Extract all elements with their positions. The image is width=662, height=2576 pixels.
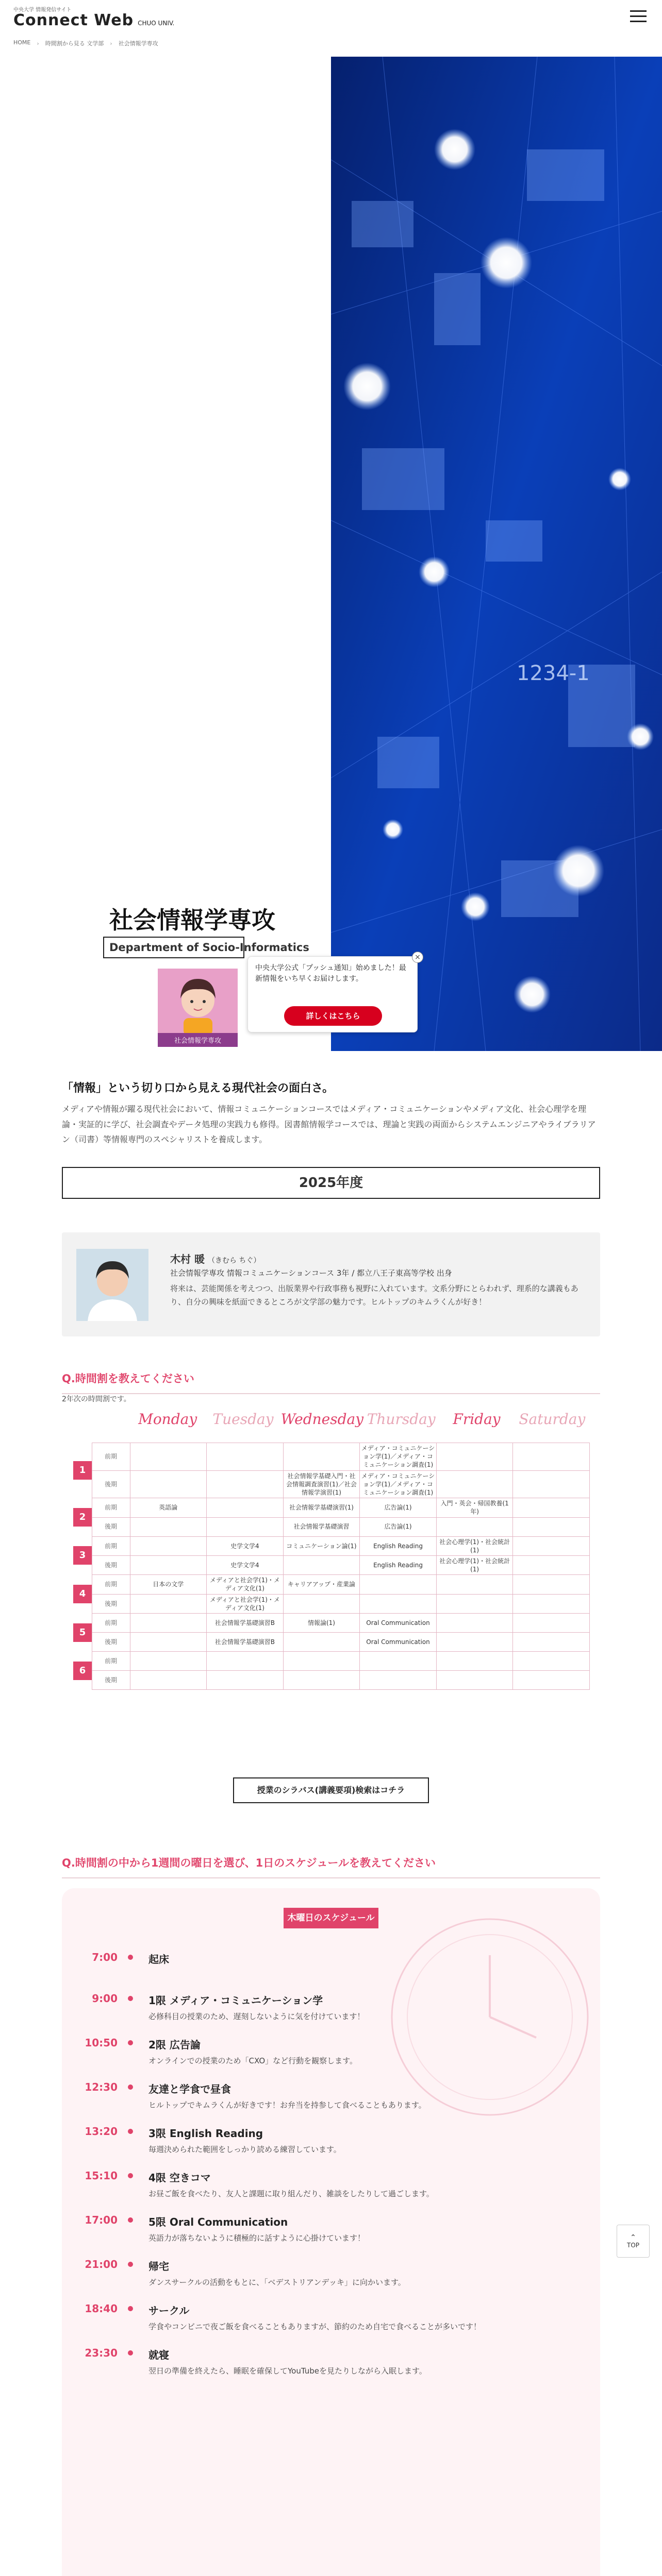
period-badge: 4 (73, 1585, 92, 1603)
timetable-cell: 社会心理学(1)・社会統計(1) (436, 1555, 513, 1574)
timetable-cell (130, 1555, 207, 1574)
schedule-title: 友達と学食で昼食 (148, 2083, 231, 2095)
schedule-time: 9:00 (92, 1992, 118, 2005)
timetable-cell (283, 1443, 360, 1471)
timetable-caption: 2年次の時間割です。 (62, 1395, 131, 1403)
question-timetable: Q.時間割を教えてください (62, 1370, 600, 1394)
timetable-cell (513, 1536, 590, 1555)
schedule-title: 木曜日のスケジュール (284, 1908, 378, 1928)
schedule-title: 2限 広告論 (148, 2039, 201, 2051)
student-course: 社会情報学専攻 情報コミュニケーションコース 3年 / 都立八王子東高等学校 出身 (170, 1268, 452, 1278)
schedule-time: 23:30 (85, 2347, 118, 2359)
schedule-description: 毎週決められた範囲をしっかり読める練習しています。 (148, 2145, 341, 2154)
timetable-cell: English Reading (360, 1555, 437, 1574)
student-profile (62, 1232, 600, 1336)
timetable-cell: 社会情報学基礎演習B (207, 1614, 284, 1633)
schedule-description: 学食やコンビニで夜ご飯を食べることもありますが、節約のため自宅で食べることが多いです！ (148, 2322, 482, 2331)
timeline-dot-icon (128, 2262, 133, 2267)
logo-university: CHUO UNIV. (138, 20, 175, 27)
schedule-time: 18:40 (85, 2302, 118, 2315)
schedule-title: 4限 空きコマ (148, 2172, 211, 2184)
timetable-cell: 広告論(1) (360, 1517, 437, 1536)
term-label: 前期 (92, 1498, 130, 1517)
schedule-description: 必修科目の授業のため、遅刻しないように気を付けています！ (148, 2012, 365, 2021)
schedule-time: 15:10 (85, 2170, 118, 2182)
timetable-cell (130, 1633, 207, 1652)
schedule-title: サークル (148, 2304, 190, 2317)
breadcrumb-item[interactable]: HOME (13, 39, 31, 46)
term-label: 後期 (92, 1594, 130, 1613)
timetable-cell: コミュニケーション論(1) (283, 1536, 360, 1555)
timetable-row (72, 1443, 590, 1471)
timetable-cell: 社会情報学基礎演習B (207, 1633, 284, 1652)
period-number (72, 1575, 92, 1614)
timetable-cell (207, 1652, 284, 1671)
timetable-cell (513, 1470, 590, 1498)
timetable-days (72, 1411, 590, 1436)
timetable-cell: 社会情報学基礎演習 (283, 1517, 360, 1536)
year-heading: 2025年度 (62, 1167, 600, 1199)
timetable-cell (436, 1652, 513, 1671)
schedule-description: ヒルトップでキムラくんが好きです！お弁当を持参して食べることもあります。 (148, 2100, 426, 2110)
timetable-cell: 社会情報学基礎入門・社会情報調査演習(1)／社会情報学演習(1) (283, 1470, 360, 1498)
timetable-cell (130, 1536, 207, 1555)
timetable-cell: Oral Communication (360, 1614, 437, 1633)
schedule-title: 起床 (148, 1953, 169, 1965)
breadcrumb (13, 39, 158, 47)
schedule-title: 3限 English Reading (148, 2127, 263, 2140)
timetable-cell (283, 1555, 360, 1574)
intro-heading: 「情報」という切り口から見える現代社会の面白さ。 (62, 1082, 334, 1095)
timetable-grid (72, 1443, 590, 1690)
timetable-row (72, 1555, 590, 1574)
timetable-cell: メディアと社会学(1)・メディア文化(1) (207, 1575, 284, 1594)
chevron-up-icon: ⌃ (630, 2233, 636, 2242)
timetable-cell: メディア・コミュニケーション学(1)／メディア・コミュニケーション調査(1) (360, 1443, 437, 1471)
term-label: 前期 (92, 1614, 130, 1633)
timetable-cell (283, 1633, 360, 1652)
schedule-description: オンラインでの授業のため「CXO」など行動を観察します。 (148, 2056, 357, 2065)
popup-message: 中央大学公式「プッシュ通知」始めました！最新情報をいち早くお届けします。 (255, 964, 406, 983)
timetable-cell (436, 1614, 513, 1633)
logo-text: Connect Web (13, 11, 134, 29)
timetable-cell: 英語論 (130, 1498, 207, 1517)
logo-subtitle: 中央大学 情報発信サイト (13, 7, 72, 13)
timeline-dot-icon (128, 2129, 133, 2134)
term-label: 前期 (92, 1536, 130, 1555)
timetable-row (72, 1470, 590, 1498)
schedule-title: 就寝 (148, 2349, 169, 2361)
timetable-cell: 広告論(1) (360, 1498, 437, 1517)
timetable-cell: キャリアアップ・産業論 (283, 1575, 360, 1594)
day-label: Thursday (367, 1411, 436, 1428)
timetable-cell (207, 1443, 284, 1471)
timetable-cell (360, 1575, 437, 1594)
day-label: Saturday (519, 1411, 586, 1428)
timetable-cell (513, 1575, 590, 1594)
mascot-label: 社会情報学専攻 (158, 1033, 238, 1047)
timetable-cell (130, 1594, 207, 1613)
timetable-cell: メディア・コミュニケーション学(1)／メディア・コミュニケーション調査(1) (360, 1470, 437, 1498)
period-number (72, 1614, 92, 1652)
timetable-cell (360, 1594, 437, 1613)
top-label: TOP (626, 2242, 639, 2249)
timetable-row (72, 1575, 590, 1594)
syllabus-search-button[interactable]: 授業のシラバス(講義要項)検索はコチラ (233, 1777, 429, 1803)
schedule-description: 英語力が落ちないように積極的に話すように心掛けています！ (148, 2233, 366, 2243)
timetable-row (72, 1498, 590, 1517)
timetable-cell: 社会心理学(1)・社会統計(1) (436, 1536, 513, 1555)
page-title: 社会情報学専攻 (109, 906, 275, 934)
timetable-cell (513, 1594, 590, 1613)
period-number (72, 1536, 92, 1575)
timetable-cell (360, 1652, 437, 1671)
site-header (0, 0, 662, 37)
timetable-cell (436, 1594, 513, 1613)
period-badge: 3 (73, 1546, 92, 1565)
period-number (72, 1652, 92, 1690)
timetable-cell: 入門・英会・帰国教養(1年) (436, 1498, 513, 1517)
timeline-dot-icon (128, 2306, 133, 2311)
timeline-dot-icon (128, 2350, 133, 2355)
timetable-cell: 史学文学4 (207, 1555, 284, 1574)
breadcrumb-item: › 社会情報学専攻 (110, 39, 158, 47)
timetable-cell (283, 1671, 360, 1690)
period-badge: 2 (73, 1508, 92, 1527)
page-title-english: Department of Socio-Informatics (103, 937, 244, 958)
period-badge: 6 (73, 1662, 92, 1680)
timetable-cell (436, 1470, 513, 1498)
schedule-description: お昼ご飯を食べたり、友人と課題に取り組んだり、雑談をしたりして過ごします。 (148, 2189, 434, 2198)
push-notification-popup (247, 953, 421, 1032)
back-to-top-button[interactable] (617, 2225, 650, 2258)
timetable-row (72, 1594, 590, 1613)
timetable-cell (513, 1671, 590, 1690)
popup-details-button[interactable]: 詳しくはこちら (284, 1006, 382, 1026)
svg-text:1234-1: 1234-1 (517, 662, 590, 685)
day-label: Wednesday (280, 1411, 364, 1428)
timetable-cell (207, 1470, 284, 1498)
timetable-cell (130, 1671, 207, 1690)
term-label: 前期 (92, 1575, 130, 1594)
timeline-dot-icon (128, 1955, 133, 1960)
timetable-cell: English Reading (360, 1536, 437, 1555)
term-label: 後期 (92, 1470, 130, 1498)
hamburger-menu-icon[interactable] (630, 10, 647, 24)
timeline-dot-icon (128, 2040, 133, 2045)
schedule-description: 翌日の準備を終えたら、睡眠を確保してYouTubeを見たりしながら入眠します。 (148, 2366, 427, 2376)
timetable-cell (207, 1671, 284, 1690)
timeline-dot-icon (128, 2217, 133, 2223)
timetable-cell (130, 1470, 207, 1498)
schedule-time: 17:00 (85, 2214, 118, 2226)
schedule-time: 12:30 (85, 2081, 118, 2093)
timetable-cell: Oral Communication (360, 1633, 437, 1652)
term-label: 前期 (92, 1652, 130, 1671)
timetable-cell (436, 1575, 513, 1594)
timetable-cell (436, 1443, 513, 1471)
period-number (72, 1498, 92, 1536)
term-label: 前期 (92, 1443, 130, 1471)
timetable-cell (436, 1671, 513, 1690)
student-description: 将来は、芸能関係を考えつつ、出版業界や行政事務も視野に入れています。文系分野にとらわれず、理系的な講義もあり、自分の興味を紙面できるところが文学部の魅力です。ヒルトップのキムラくんが好き！ (170, 1284, 578, 1307)
schedule-time: 10:50 (85, 2037, 118, 2049)
hero-image (331, 57, 662, 1051)
day-label: Tuesday (212, 1411, 274, 1428)
term-label: 後期 (92, 1671, 130, 1690)
intro-body: メディアや情報が躍る現代社会において、情報コミュニケーションコースではメディア・コミュニケーションやメディア文化、社会心理学を理論・実証的に学び、社会調査やデータ処理の実践力も修得。図書館情報学コースでは、理論と実践の両面からシステムエンジニアやライブラリアン（司書）等情報専門のスペシャリストを養成します。 (62, 1104, 596, 1145)
schedule-time: 13:20 (85, 2125, 118, 2138)
timetable-cell (436, 1517, 513, 1536)
schedule-description: ダンスサークルの活動をもとに、「ベデストリアンデッキ」に向かいます。 (148, 2278, 406, 2287)
schedule-time: 7:00 (92, 1951, 118, 1963)
avatar (76, 1249, 148, 1321)
timetable-cell (513, 1652, 590, 1671)
student-name-kana: （きむら ちぐ） (207, 1257, 261, 1265)
timetable-cell (207, 1517, 284, 1536)
timetable-cell (130, 1652, 207, 1671)
intro-section (62, 1079, 600, 1147)
schedule-title: 1限 メディア・コミュニケーション学 (148, 1994, 323, 2007)
timetable-cell (436, 1633, 513, 1652)
period-badge: 1 (73, 1461, 92, 1480)
day-label: Friday (453, 1411, 501, 1428)
period-badge: 5 (73, 1623, 92, 1642)
timetable-cell (283, 1594, 360, 1613)
site-logo[interactable] (13, 11, 174, 29)
term-label: 後期 (92, 1555, 130, 1574)
timeline-dot-icon (128, 2084, 133, 2090)
term-label: 後期 (92, 1517, 130, 1536)
timetable-cell (130, 1614, 207, 1633)
timeline-dot-icon (128, 2173, 133, 2178)
timetable-cell: 史学文学4 (207, 1536, 284, 1555)
timetable-cell (513, 1498, 590, 1517)
timetable-cell: 社会情報学基礎演習(1) (283, 1498, 360, 1517)
timetable-cell (130, 1443, 207, 1471)
timetable-cell (283, 1652, 360, 1671)
question-daily-schedule: Q.時間割の中から1週間の曜日を選び、1日のスケジュールを教えてください (62, 1855, 600, 1878)
timetable-cell (513, 1633, 590, 1652)
timeline-dot-icon (128, 1996, 133, 2001)
breadcrumb-item[interactable]: › 時間割から見る 文学部 (37, 39, 104, 47)
timetable-row (72, 1536, 590, 1555)
timetable-cell: 日本の文学 (130, 1575, 207, 1594)
term-label: 後期 (92, 1633, 130, 1652)
schedule-title: 5限 Oral Communication (148, 2216, 288, 2228)
student-name (170, 1251, 260, 1266)
timetable-row (72, 1652, 590, 1671)
timetable-cell (130, 1517, 207, 1536)
timetable-cell (513, 1517, 590, 1536)
timetable-cell (207, 1498, 284, 1517)
timetable-cell: 情報論(1) (283, 1614, 360, 1633)
day-label: Monday (138, 1411, 197, 1428)
close-icon[interactable]: × (412, 952, 423, 963)
timetable-cell (360, 1671, 437, 1690)
timetable-row (72, 1614, 590, 1633)
timetable-row (72, 1671, 590, 1690)
daily-schedule (62, 1888, 600, 2576)
mascot-illustration (158, 969, 238, 1047)
period-number (72, 1443, 92, 1498)
timetable-row (72, 1633, 590, 1652)
timetable-cell: メディアと社会学(1)・メディア文化(1) (207, 1594, 284, 1613)
student-name-text: 木村 暖 (170, 1253, 205, 1265)
schedule-title: 帰宅 (148, 2260, 169, 2273)
timetable-cell (513, 1555, 590, 1574)
timetable-cell (513, 1443, 590, 1471)
schedule-time: 21:00 (85, 2258, 118, 2270)
timetable-cell (513, 1614, 590, 1633)
timetable-row (72, 1517, 590, 1536)
